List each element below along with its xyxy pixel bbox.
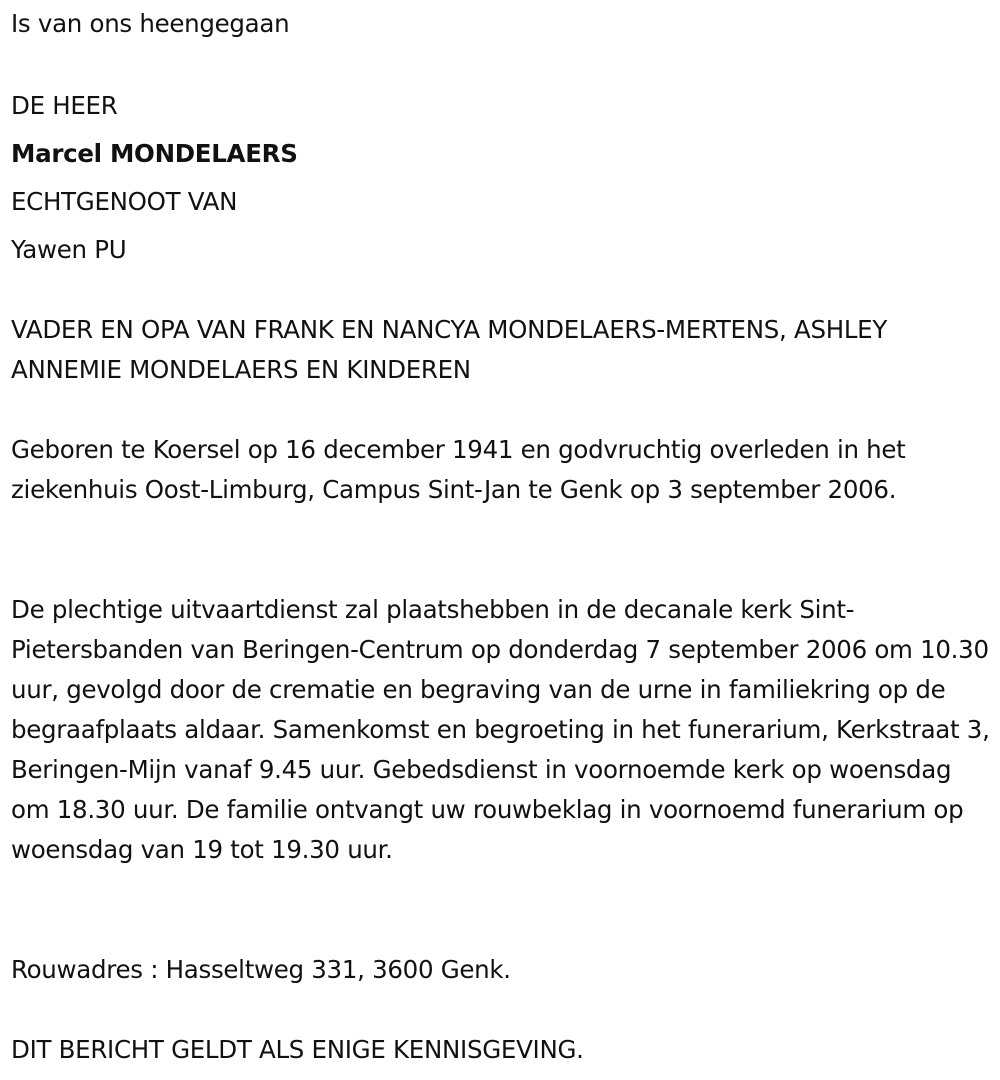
intro-text: Is van ons heengegaan [11, 9, 290, 38]
title-text: DE HEER [11, 91, 118, 120]
spouse-name: Yawen PU [11, 235, 127, 264]
service-paragraph: De plechtige uitvaartdienst zal plaatshebben in de decanale kerk Sint-Pietersbanden van Beringen-Centrum op donderdag 7 september 2006 om 10.30 uur, gevolgd door de crematie en begraving van de urne in familiekring op de begraafplaats aldaar. Samenkomst en begroeting in het funerarium, Kerkstraat 3, Beringen-Mijn vanaf 9.45 uur. Gebedsdienst in voornoemde kerk op woensdag om 18.30 uur. De familie ontvangt uw rouwbeklag in voornoemd funerarium op woensdag van 19 tot 19.30 uur. [11, 595, 990, 864]
family-paragraph: VADER EN OPA VAN FRANK EN NANCYA MONDELAERS-MERTENS, ASHLEY ANNEMIE MONDELAERS EN KINDEREN [11, 315, 888, 384]
birth-death-paragraph: Geboren te Koersel op 16 december 1941 en godvruchtig overleden in het ziekenhuis Oost-Limburg, Campus Sint-Jan te Genk op 3 september 2006. [11, 435, 906, 504]
closing-text: DIT BERICHT GELDT ALS ENIGE KENNISGEVING. [11, 1035, 584, 1064]
address-text: Rouwadres : Hasseltweg 331, 3600 Genk. [11, 955, 511, 984]
spouse-label: ECHTGENOOT VAN [11, 187, 238, 216]
deceased-name: Marcel MONDELAERS [11, 139, 298, 168]
